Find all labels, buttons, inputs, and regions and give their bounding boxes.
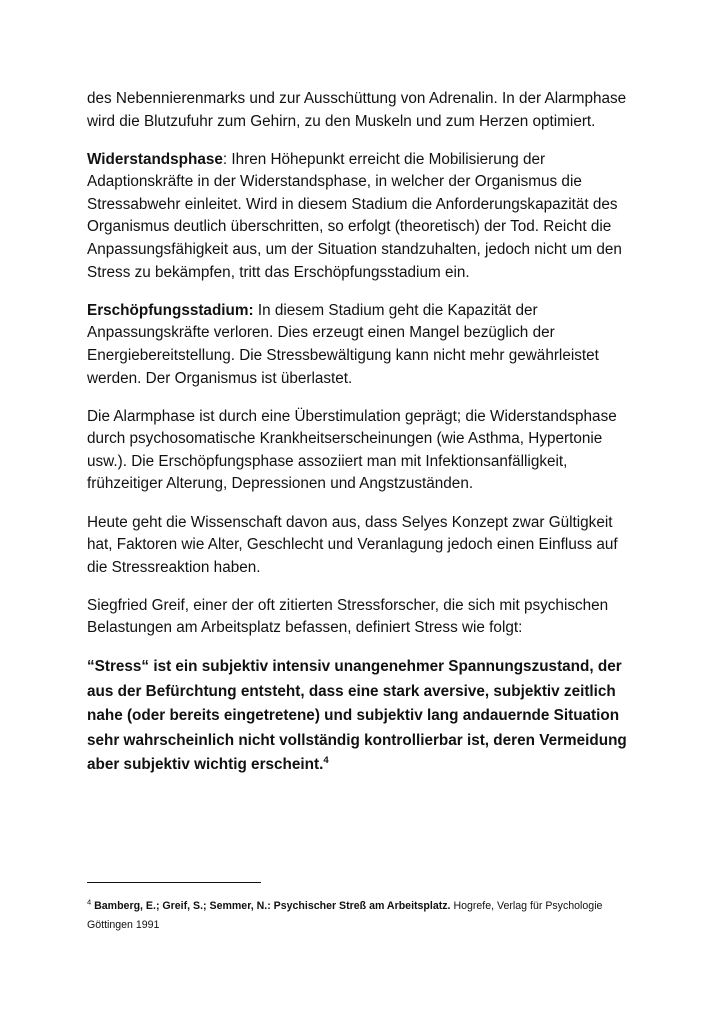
- definition-quote: [87, 655, 638, 778]
- text-erschoepfungsstadium: In diesem Stadium geht die Kapazität der Anpassungskräfte verloren. Dies erzeugt einen Mangel bezüglich der Energiebereitstellung. Die Stressbewältigung kann nicht mehr gewährleistet werden. Der Organismus ist überlastet.: [87, 301, 599, 387]
- footnote-separator: [87, 882, 261, 883]
- footnote-publisher: Hogrefe, Verlag für Psychologie Göttingen 1991: [87, 900, 603, 931]
- paragraph-adrenalin: des Nebennierenmarks und zur Ausschüttung von Adrenalin. In der Alarmphase wird die Blutzufuhr zum Gehirn, zu den Muskeln und zum Herzen optimiert.: [87, 90, 627, 130]
- paragraph-greif-intro: Siegfried Greif, einer der oft zitierten Stressforscher, die sich mit psychischen Belastungen am Arbeitsplatz befassen, definiert Stress wie folgt:: [87, 596, 609, 637]
- footnote-reference[interactable]: 4: [323, 755, 329, 767]
- quote-text: “Stress“ ist ein subjektiv intensiv unangenehmer Spannungszustand, der aus der Befürchtung entsteht, dass eine stark aversive, subjektiv zeitlich nahe (oder bereits eingetretene) und subjektiv lang andauernde Situation sehr wahrscheinlich nicht vollständig kontrollierbar ist, deren Vermeidung aber subjektiv wichtig erscheint.: [87, 658, 627, 774]
- paragraph-erschoepfungsstadium: [87, 300, 638, 390]
- text-widerstandsphase: : Ihren Höhepunkt erreicht die Mobilisierung der Adaptionskräfte in der Widerstandsphase, in welcher der Organismus die Stressabwehr einleitet. Wird in diesem Stadium die Anforderungskapazität des Organismus deutlich überschritten, so erfolgt (theoretisch) der Tod. Reicht die Anpassungsfähigkeit aus, um der Situation standzuhalten, jedoch nicht um den Stress zu bekämpfen, tritt das Erschöpfungsstadium ein.: [87, 150, 622, 281]
- term-erschoepfungsstadium: Erschöpfungsstadium:: [87, 301, 254, 319]
- paragraph-alarmphase-summary: Die Alarmphase ist durch eine Überstimulation geprägt; die Widerstandsphase durch psychosomatische Krankheitserscheinungen (wie Asthma, Hypertonie usw.). Die Erschöpfungsphase assoziiert man mit Infektionsanfälligkeit, frühzeitiger Alterung, Depressionen und Angstzuständen.: [87, 407, 617, 493]
- footnote-citation: Bamberg, E.; Greif, S.; Semmer, N.: Psychischer Streß am Arbeitsplatz.: [94, 900, 451, 912]
- footnote-number: 4: [87, 897, 92, 907]
- term-widerstandsphase: Widerstandsphase: [87, 150, 223, 168]
- footnote: [87, 897, 642, 934]
- paragraph-widerstandsphase: [87, 149, 638, 285]
- paragraph-wissenschaft: Heute geht die Wissenschaft davon aus, dass Selyes Konzept zwar Gültigkeit hat, Faktoren wie Alter, Geschlecht und Veranlagung jedoch einen Einfluss auf die Stressreaktion haben.: [87, 513, 618, 576]
